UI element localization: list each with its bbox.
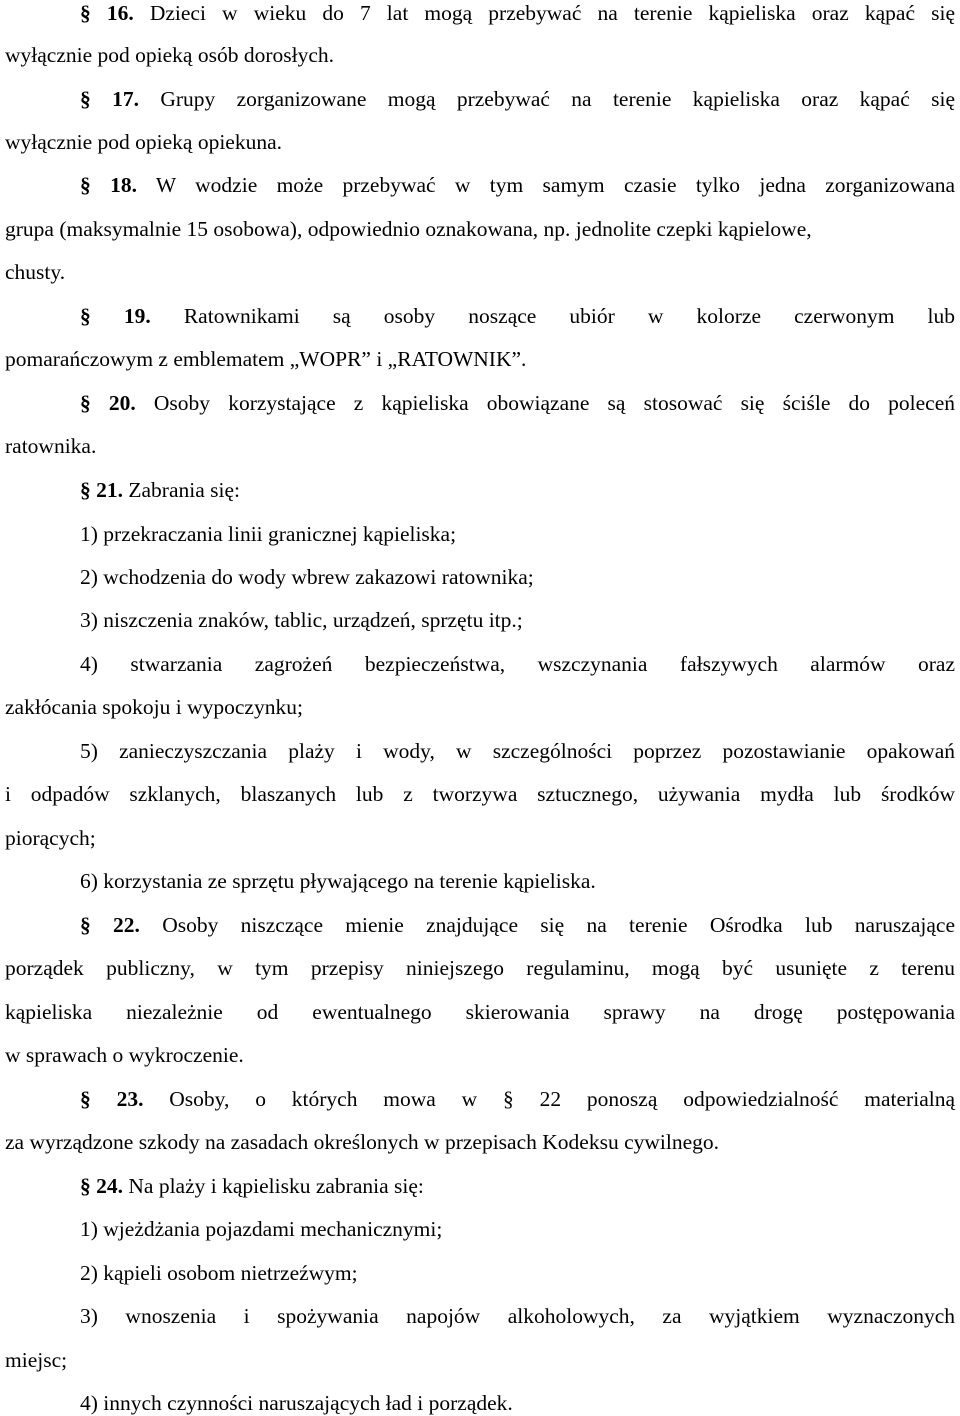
list-item: 3) wnoszenia i spożywania napojów alkoholowych, za wyjątkiem wyznaczonych <box>80 1304 955 1328</box>
paragraph-16-line-2: wyłącznie pod opieką osób dorosłych. <box>5 43 334 67</box>
section-sign: § <box>80 1174 91 1198</box>
section-sign: § <box>80 478 91 502</box>
paragraph-17-line-2: wyłącznie pod opieką opiekuna. <box>5 130 283 154</box>
section-sign: § <box>80 913 91 937</box>
paragraph-number: 16. <box>106 1 134 25</box>
list-item: 4) stwarzania zagrożeń bezpieczeństwa, wszczynania fałszywych alarmów oraz <box>80 652 955 676</box>
section-sign: § <box>80 1087 91 1111</box>
list-item: 4) innych czynności naruszających ład i porządek. <box>80 1391 513 1415</box>
paragraph-text: Ratownikami są osoby noszące ubiór w kolorze czerwonym lub <box>183 304 955 328</box>
paragraph-16-line-1 <box>80 0 955 26</box>
section-sign: § <box>80 391 91 415</box>
paragraph-17-line-1 <box>80 86 955 112</box>
list-item: 6) korzystania ze sprzętu pływającego na terenie kąpieliska. <box>80 869 596 893</box>
list-item-continuation: i odpadów szklanych, blaszanych lub z tworzywa sztucznego, używania mydła lub środków <box>5 782 955 806</box>
paragraph-text: Zabrania się: <box>128 478 241 502</box>
paragraph-18-line-2: grupa (maksymalnie 15 osobowa), odpowiednio oznakowana, np. jednolite czepki kąpielowe, <box>5 217 812 241</box>
paragraph-19-line-1 <box>80 303 955 329</box>
paragraph-number: 17. <box>112 87 139 111</box>
section-sign: § <box>80 87 91 111</box>
section-sign: § <box>80 304 91 328</box>
paragraph-21-line-1 <box>80 477 955 503</box>
section-sign: § <box>503 1087 514 1111</box>
list-item-continuation: zakłócania spokoju i wypoczynku; <box>5 695 303 719</box>
paragraph-text: W wodzie może przebywać w tym samym czasie tylko jedna zorganizowana <box>155 173 955 197</box>
paragraph-22-line-2: porządek publiczny, w tym przepisy niniejszego regulaminu, mogą być usunięte z terenu <box>5 956 955 980</box>
paragraph-20-line-2: ratownika. <box>5 434 97 458</box>
paragraph-18-line-1 <box>80 172 955 198</box>
list-item: 1) przekraczania linii granicznej kąpieliska; <box>80 522 457 546</box>
paragraph-20-line-1 <box>80 390 955 416</box>
paragraph-number: 24. <box>96 1174 123 1198</box>
paragraph-number: 19. <box>123 304 151 328</box>
paragraph-text: Dzieci w wieku do 7 lat mogą przebywać na terenie kąpieliska oraz kąpać się <box>149 1 955 25</box>
list-item: 2) kąpieli osobom nietrzeźwym; <box>80 1261 358 1285</box>
paragraph-number: 22. <box>113 913 140 937</box>
paragraph-23-line-1 <box>80 1086 955 1112</box>
paragraph-18-line-3: chusty. <box>5 260 66 284</box>
paragraph-number: 23. <box>116 1087 144 1111</box>
paragraph-text: Na plaży i kąpielisku zabrania się: <box>128 1174 424 1198</box>
list-item: 2) wchodzenia do wody wbrew zakazowi ratownika; <box>80 565 534 589</box>
paragraph-text: Osoby niszczące mienie znajdujące się na terenie Ośrodka lub naruszające <box>162 913 955 937</box>
paragraph-number: 20. <box>108 391 136 415</box>
paragraph-19-line-2: pomarańczowym z emblematem „WOPR” i „RATOWNIK”. <box>5 347 527 371</box>
paragraph-22-line-4: w sprawach o wykroczenie. <box>5 1043 244 1067</box>
paragraph-text: Osoby, o których mowa w <box>169 1087 478 1111</box>
paragraph-22-line-1 <box>80 912 955 938</box>
section-sign: § <box>80 1 91 25</box>
list-item: 1) wjeżdżania pojazdami mechanicznymi; <box>80 1217 443 1241</box>
paragraph-number: 18. <box>110 173 137 197</box>
paragraph-text: Osoby korzystające z kąpieliska obowiązane są stosować się ściśle do poleceń <box>153 391 955 415</box>
list-item-continuation: miejsc; <box>5 1348 68 1372</box>
paragraph-text: Grupy zorganizowane mogą przebywać na terenie kąpieliska oraz kąpać się <box>160 87 956 111</box>
paragraph-24-line-1 <box>80 1173 955 1199</box>
section-sign: § <box>80 173 91 197</box>
paragraph-number: 21. <box>96 478 123 502</box>
list-item: 3) niszczenia znaków, tablic, urządzeń, sprzętu itp.; <box>80 608 523 632</box>
list-item: 5) zanieczyszczania plaży i wody, w szczególności poprzez pozostawianie opakowań <box>80 739 955 763</box>
list-item-continuation: piorących; <box>5 826 96 850</box>
paragraph-22-line-3: kąpieliska niezależnie od ewentualnego skierowania sprawy na drogę postępowania <box>5 1000 955 1024</box>
paragraph-23-line-2: za wyrządzone szkody na zasadach określonych w przepisach Kodeksu cywilnego. <box>5 1130 720 1154</box>
paragraph-text: 22 ponoszą odpowiedzialność materialną <box>539 1087 955 1111</box>
